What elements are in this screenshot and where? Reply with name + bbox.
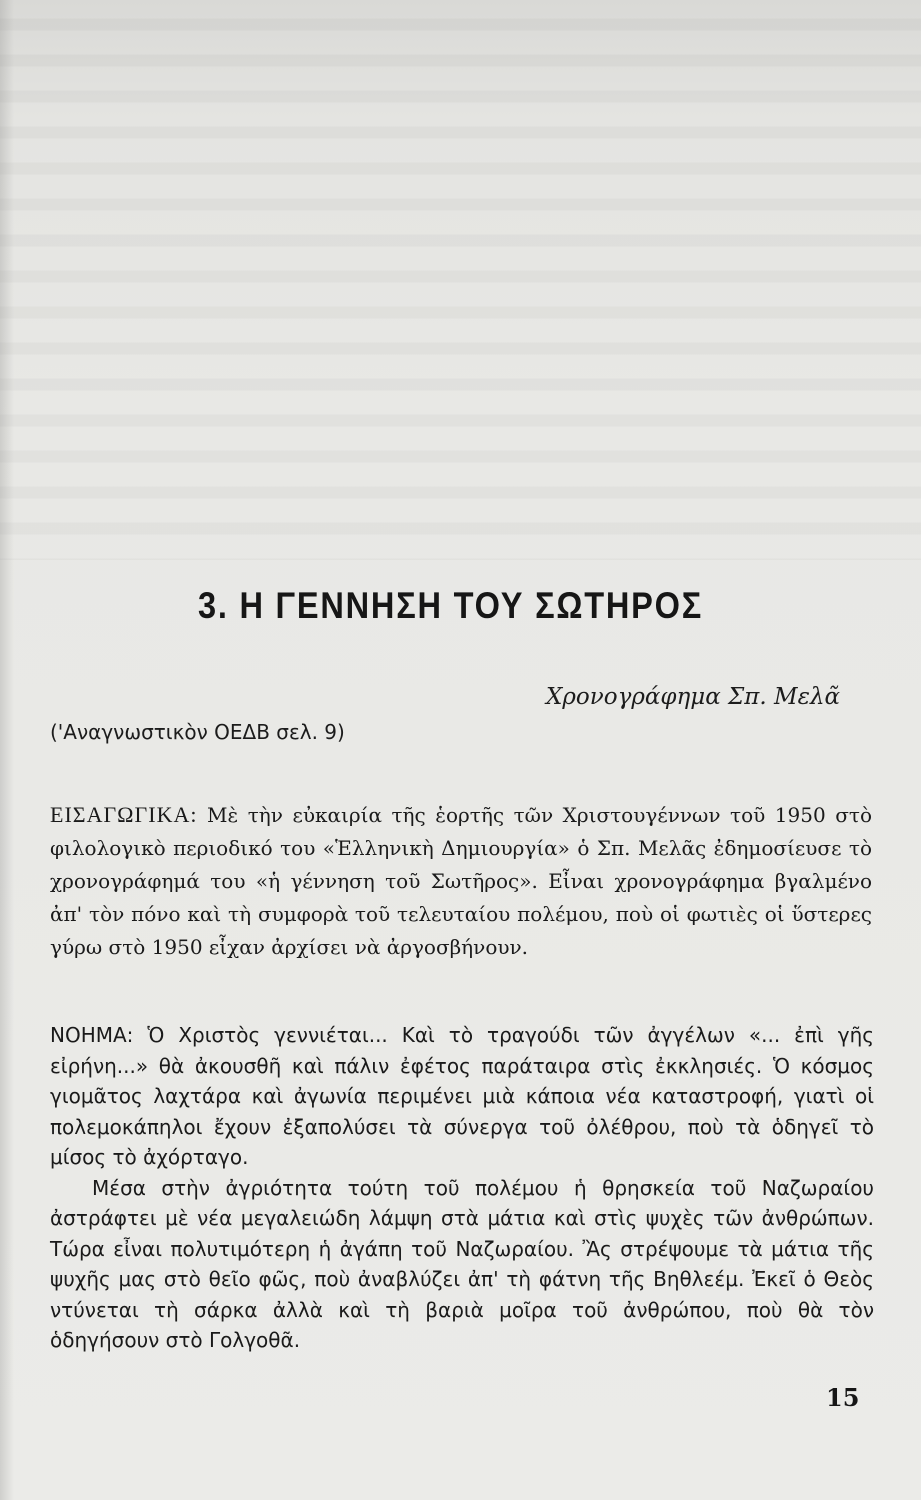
chapter-title: 3. Η ΓΕΝΝΗΣΗ ΤΟΥ ΣΩΤΗΡΟΣ: [198, 585, 704, 626]
noima-text-1: Ὁ Χριστὸς γεννιέται... Καὶ τὸ τραγούδι τῶν ἀγγέλων «... ἐπὶ γῆς εἰρήνη...» θὰ ἀκουσθῆ καὶ πάλιν ἐφέτος παράταιρα στὶς ἐκκλησιές. Ὁ κόσμος γιομᾶτος λαχτάρα καὶ ἀγωνία περιμένει μιὰ κάποια νέα καταστροφή, γιατὶ οἱ πολεμοκάπηλοι ἔχουν ἐξαπολύσει τὰ σύνεργα τοῦ ὀλέθρου, ποὺ τὰ ὁδηγεῖ τὸ μίσος τὸ ἀχόρταγο.: [50, 1023, 874, 1169]
page-number: 15: [826, 1383, 860, 1412]
intro-paragraph: [50, 798, 872, 964]
noima-paragraph-1: [50, 1020, 874, 1173]
noima-section: [50, 1020, 874, 1356]
page-edge-shadow: [0, 0, 14, 1500]
byline: Χρονογράφημα Σπ. Μελᾶ: [546, 684, 841, 710]
source-reference: ('Αναγνωστικὸν ΟΕΔΒ σελ. 9): [50, 720, 345, 744]
noima-lead: ΝΟΗΜΑ:: [50, 1023, 134, 1047]
noima-paragraph-2: Μέσα στὴν ἀγριότητα τούτη τοῦ πολέμου ἡ θρησκεία τοῦ Ναζωραίου ἀστράφτει μὲ νέα μεγαλειώδη λάμψη στὰ μάτια καὶ στὶς ψυχὲς τῶν ἀνθρώπων. Τώρα εἶναι πολυτιμότερη ἡ ἀγάπη τοῦ Ναζωραίου. Ἂς στρέψουμε τὰ μάτια τῆς ψυχῆς μας στὸ θεῖο φῶς, ποὺ ἀναβλύζει ἀπ' τὴ φάτνη τῆς Βηθλεέμ. Ἐκεῖ ὁ Θεὸς ντύνεται τὴ σάρκα ἀλλὰ καὶ τὴ βαριὰ μοῖρα τοῦ ἀνθρώπου, ποὺ θὰ τὸν ὁδηγήσουν στὸ Γολγοθᾶ.: [50, 1175, 874, 1352]
intro-text: Μὲ τὴν εὐκαιρία τῆς ἑορτῆς τῶν Χριστουγέννων τοῦ 1950 στὸ φιλολογικὸ περιοδικό του «Ἑλληνικὴ Δημιουργία» ὁ Σπ. Μελᾶς ἐδημοσίευσε τὸ χρονογράφημά του «ἡ γέννηση τοῦ Σωτῆρος». Εἶναι χρονογράφημα βγαλμένο ἀπ' τὸν πόνο καὶ τὴ συμφορὰ τοῦ τελευταίου πολέμου, ποὺ οἱ φωτιὲς οἱ ὕστερες γύρω στὸ 1950 εἶχαν ἀρχίσει νὰ ἀργοσβήνουν.: [50, 803, 872, 959]
show-through-text: [0, 0, 921, 560]
intro-lead: ΕΙΣΑΓΩΓΙΚΑ:: [50, 802, 198, 827]
